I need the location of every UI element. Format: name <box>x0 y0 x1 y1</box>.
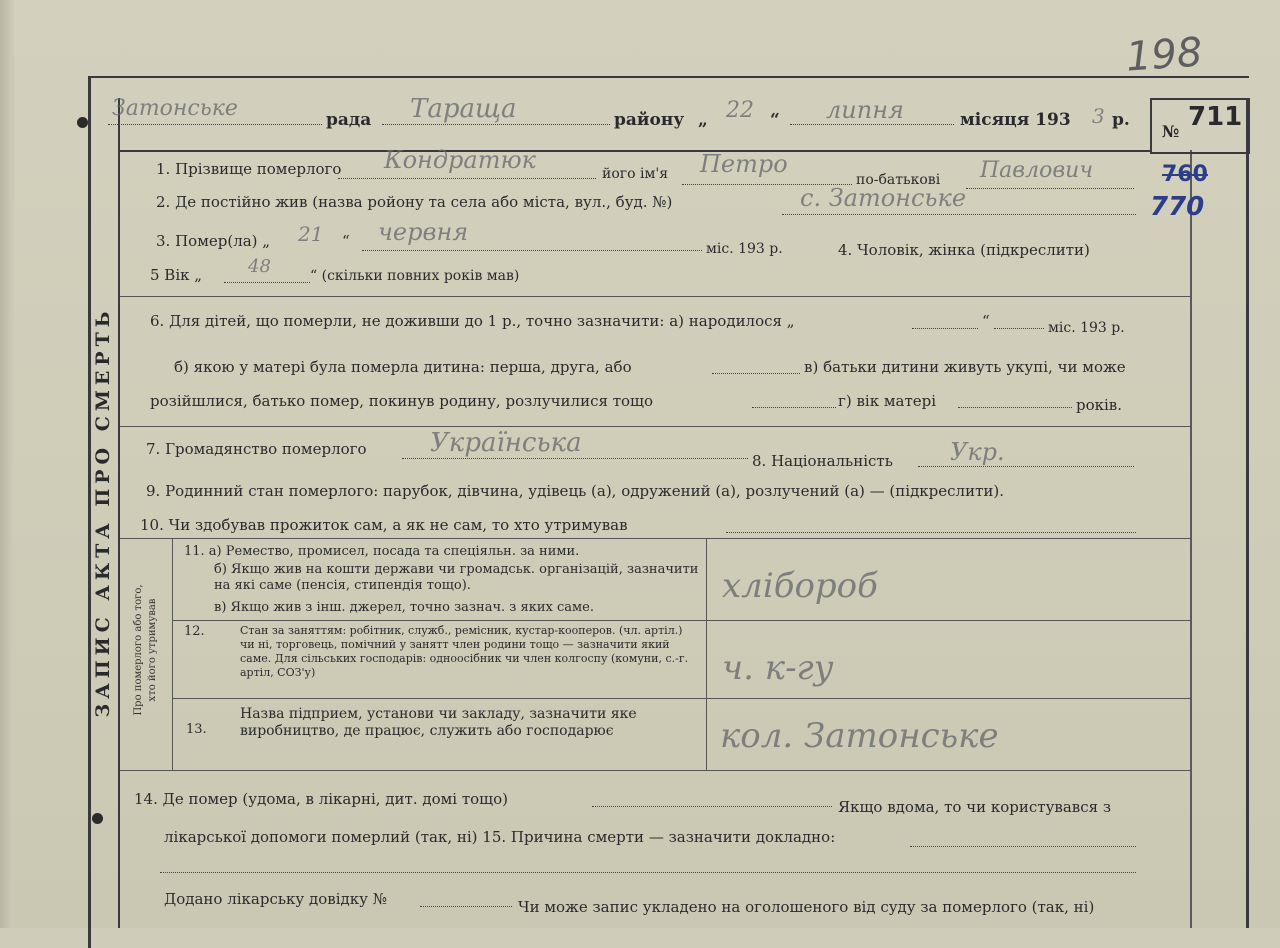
death-day-close-quote: “ <box>342 232 350 250</box>
nationality-value: Укр. <box>950 438 1005 466</box>
citizenship-value: Українська <box>430 428 582 458</box>
year-suffix: р. <box>1112 110 1130 130</box>
vertical-form-title: ЗАПИС АКТА ПРО СМЕРТЬ <box>92 306 114 718</box>
field-13-number: 13. <box>186 722 207 737</box>
field-14-label: 14. Де помер (удома, в лікарні, дит. домі тощо) <box>134 790 509 808</box>
rada-value: Затонське <box>112 96 238 121</box>
parents-status-line <box>752 407 836 408</box>
table-top-border <box>120 538 1190 539</box>
death-place-line <box>592 806 832 807</box>
side-note-line-1: Про померлого або того, <box>133 584 144 716</box>
born-year-label: міс. 193 р. <box>1048 320 1125 336</box>
death-year-label: міс. 193 р. <box>706 241 783 257</box>
residence-value: с. Затонське <box>800 184 967 212</box>
field-6-line-2a: б) якою у матері була померла дитина: перша, друга, або <box>174 358 632 376</box>
table-row-12-bottom <box>172 698 1190 699</box>
field-3-label: 3. Помер(ла) „ <box>156 232 271 250</box>
field-13-text: Назва підприем, установи чи закладу, зазначити яке виробництво, де працює, служить або господарює <box>240 706 637 739</box>
field-10-label: 10. Чи здобував прожиток сам, а як не сам, то хто утримував <box>140 516 628 534</box>
occupation-value: хлібороб <box>722 566 878 606</box>
employment-status-value: ч. к-гу <box>722 648 834 688</box>
born-day-line <box>912 328 978 329</box>
born-day-close: “ <box>982 312 990 330</box>
row-6-separator <box>120 426 1190 427</box>
mother-age-line <box>958 407 1072 408</box>
death-day-value: 21 <box>298 222 324 246</box>
archive-page-number: 198 <box>1124 29 1204 81</box>
title-strip-divider <box>118 98 120 928</box>
district-value: Тараща <box>410 94 517 124</box>
cause-line-2 <box>160 872 1136 873</box>
rada-line <box>108 124 322 125</box>
table-value-divider <box>706 538 707 770</box>
field-6-line-3b: г) вік матері <box>838 392 937 410</box>
field-12-text: Стан за заняттям: робітник, служб., ремісник, кустар-кооперов. (чл. артіл.) чи ні, торговець, помічний у занятт член родини тощо — зазначити який саме. Для сільських господарів: одноосібник чи член колгоспу (комуни, с.-г. артіл, СОЗ'у) <box>240 624 689 679</box>
side-note-line-2: хто його утримував <box>147 598 158 702</box>
inner-right-margin <box>1190 150 1192 928</box>
field-2-label: 2. Де постійно жив (назва ройону та села або міста, вул., буд. №) <box>156 193 673 211</box>
death-month-line <box>362 250 702 251</box>
record-number-corrected: 770 <box>1150 192 1205 222</box>
field-8-label: 8. Національність <box>752 452 893 470</box>
nationality-line <box>918 466 1134 467</box>
residence-line <box>782 214 1136 215</box>
field-5-label: 5 Вік „ <box>150 266 203 284</box>
field-6-line-2b: в) батьки дитини живуть укупі, чи може <box>804 358 1126 376</box>
field-7-label: 7. Громадянство померлого <box>146 440 367 458</box>
row-5-separator <box>120 296 1190 297</box>
binder-hole-top <box>77 117 88 128</box>
court-question-label: Чи може запис укладено на оголошеного від суду за померлого (так, ні) <box>518 898 1095 916</box>
month-value: липня <box>826 96 904 124</box>
surname-line <box>338 178 596 179</box>
age-line <box>224 282 310 283</box>
provider-line <box>726 532 1136 533</box>
record-number-struck: 760 <box>1162 162 1208 187</box>
field-9-label: 9. Родинний стан померлого: парубок, дівчина, удівець (а), одружений (а), розлучений (а) — (підкреслити). <box>146 482 1005 500</box>
field-11c: в) Якщо жив з інш. джерел, точно зазнач. з яких саме. <box>214 600 594 615</box>
field-6-line-1: 6. Для дітей, що померли, не доживши до 1 р., точно зазначити: а) народилося „ <box>150 312 795 330</box>
field-1-label: 1. Прізвище померлого <box>156 160 342 178</box>
table-bottom-border <box>120 770 1190 771</box>
cause-line-1 <box>910 846 1136 847</box>
header-separator <box>120 150 1150 152</box>
field-12-number: 12. <box>184 624 205 639</box>
field-6-line-3a: розійшлися, батько помер, покинув родину, розлучилися тощо <box>150 392 654 410</box>
form-frame-right <box>1246 98 1249 928</box>
field-6-line-3c: років. <box>1076 396 1123 414</box>
field-11b: б) Якщо жив на кошти держави чи громадськ. організацій, зазначити на які саме (пенсія, стипендія тощо). <box>214 562 699 593</box>
first-name-value: Петро <box>700 150 788 178</box>
certificate-number-line <box>420 906 512 907</box>
citizenship-line <box>402 458 748 459</box>
field-14-15-line: лікарської допомоги померлий (так, ні) 15. Причина смерти — зазначити докладно: <box>164 828 836 846</box>
month-line <box>790 124 954 125</box>
record-number-box <box>1150 98 1250 187</box>
district-label: району <box>614 110 685 130</box>
day-close-quote: “ <box>770 110 780 130</box>
field-4-label: 4. Чоловік, жінка (підкреслити) <box>838 241 1090 259</box>
record-number-handwritten: 711 <box>1188 102 1243 132</box>
age-value: 48 <box>248 256 271 277</box>
day-value: 22 <box>726 98 754 123</box>
day-open-quote: „ <box>698 110 708 130</box>
table-row-11-bottom <box>172 620 1190 621</box>
district-line <box>382 124 610 125</box>
page-left-edge <box>0 0 14 928</box>
workplace-value: кол. Затонське <box>720 716 999 756</box>
surname-value: Кондратюк <box>384 146 536 174</box>
year-digit: 3 <box>1092 104 1105 128</box>
rada-label: рада <box>326 110 372 130</box>
first-name-label: його ім'я <box>602 166 669 182</box>
patronymic-line <box>966 188 1134 189</box>
table-note-divider <box>172 538 173 770</box>
child-order-line <box>712 373 800 374</box>
patronymic-value: Павлович <box>980 158 1094 183</box>
patronymic-label: по-батькові <box>856 172 941 188</box>
record-prefix: № <box>1162 122 1180 141</box>
age-hint: “ (скільки повних років мав) <box>310 268 520 284</box>
field-14-tail: Якщо вдома, то чи користувався з <box>838 798 1112 816</box>
table-side-note <box>132 584 160 715</box>
certificate-label: Додано лікарську довідку № <box>164 890 387 908</box>
death-month-value: червня <box>378 218 469 246</box>
born-month-line <box>994 328 1044 329</box>
month-label: місяця 193 <box>960 110 1071 130</box>
field-11a: 11. а) Ремество, промисел, посада та спеціяльн. за ними. <box>184 544 580 559</box>
